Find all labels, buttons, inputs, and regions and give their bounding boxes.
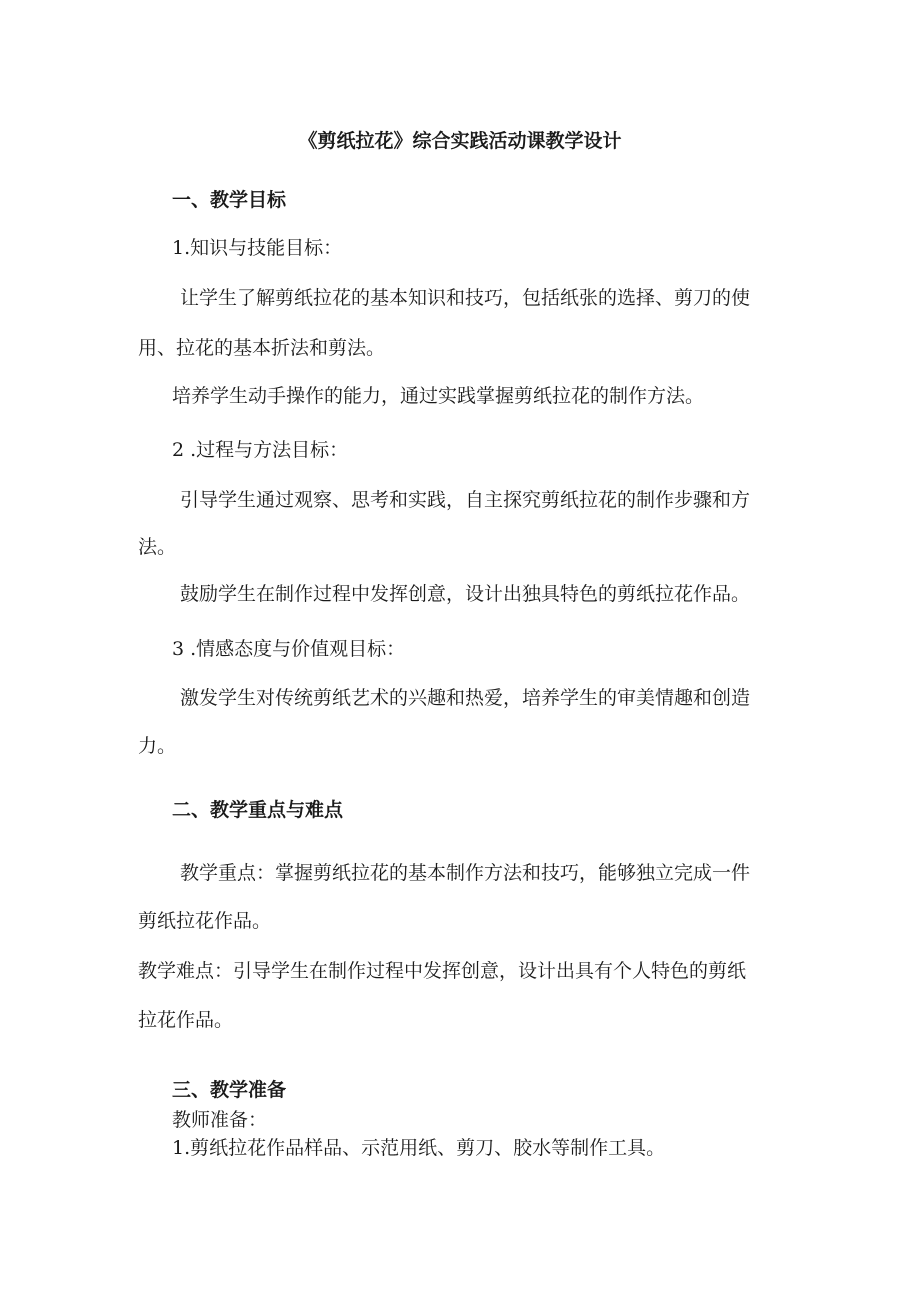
paragraph-line: 培养学生动手操作的能力，通过实践掌握剪纸拉花的制作方法。 (172, 385, 705, 407)
document-title: 《剪纸拉花》综合实践活动课教学设计 (298, 130, 622, 152)
subheading-knowledge-skills: 1.知识与技能目标： (172, 237, 343, 259)
paragraph-line: 教学难点：引导学生在制作过程中发挥创意，设计出具有个人特色的剪纸 (138, 960, 747, 982)
teacher-preparation-label: 教师准备： (172, 1109, 268, 1131)
section-heading-key-points: 二、教学重点与难点 (172, 799, 344, 821)
paragraph-line: 引导学生通过观察、思考和实践，自主探究剪纸拉花的制作步骤和方 (180, 489, 751, 511)
paragraph-line: 鼓励学生在制作过程中发挥创意，设计出独具特色的剪纸拉花作品。 (180, 583, 751, 605)
paragraph-line: 教学重点：掌握剪纸拉花的基本制作方法和技巧，能够独立完成一件 (180, 862, 751, 884)
paragraph-line: 法。 (138, 536, 177, 558)
subheading-process-method: 2 .过程与方法目标： (172, 439, 349, 461)
paragraph-line: 剪纸拉花作品。 (138, 910, 272, 932)
section-heading-preparation: 三、教学准备 (172, 1079, 287, 1101)
subheading-emotion-values: 3 .情感态度与价值观目标： (172, 638, 406, 660)
paragraph-line: 力。 (138, 735, 177, 757)
paragraph-line: 拉花作品。 (138, 1009, 234, 1031)
list-item: 1.剪纸拉花作品样品、示范用纸、剪刀、胶水等制作工具。 (172, 1137, 666, 1159)
paragraph-line: 用、拉花的基本折法和剪法。 (138, 337, 386, 359)
paragraph-line: 激发学生对传统剪纸艺术的兴趣和热爱，培养学生的审美情趣和创造 (180, 687, 751, 709)
section-heading-teaching-goals: 一、教学目标 (172, 189, 287, 211)
paragraph-line: 让学生了解剪纸拉花的基本知识和技巧，包括纸张的选择、剪刀的使 (180, 287, 751, 309)
